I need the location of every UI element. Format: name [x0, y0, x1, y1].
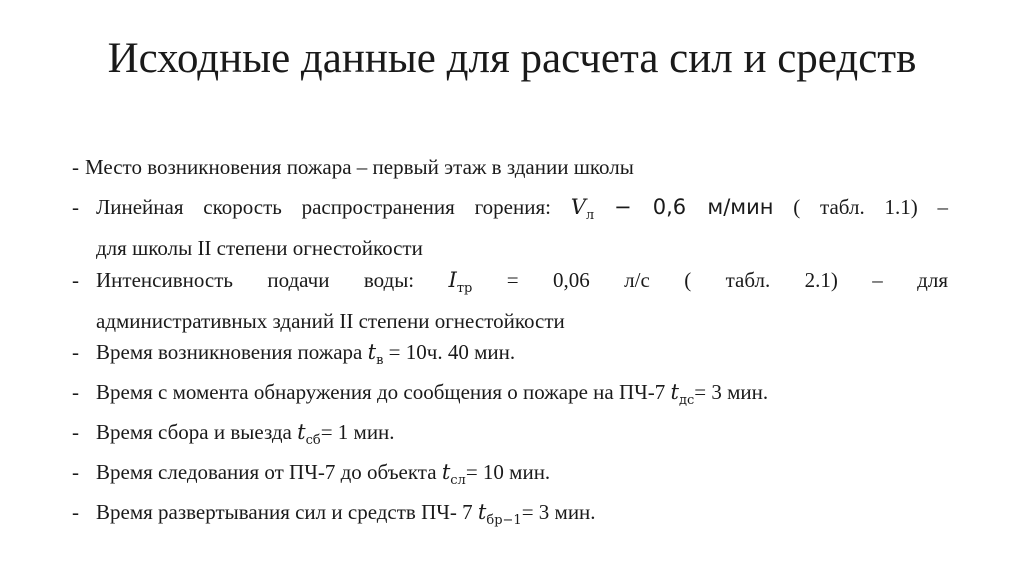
- variable-symbol: t: [297, 420, 306, 444]
- list-item-spread-speed: [72, 191, 949, 261]
- formula-value: = 1 мин.: [320, 420, 395, 444]
- formula-variable: [570, 195, 595, 224]
- variable-symbol: t: [441, 460, 451, 484]
- variable-symbol: t: [670, 380, 679, 404]
- list-dash: -: [72, 380, 79, 404]
- formula-value: = 10 мин.: [465, 460, 551, 484]
- variable-subscript: сб: [305, 433, 321, 449]
- list-item-travel-time: [72, 455, 948, 489]
- variable-subscript: сл: [450, 473, 466, 489]
- formula-variable: [477, 500, 522, 529]
- list-dash: -: [72, 340, 79, 364]
- formula-value: = 3 мин.: [521, 500, 596, 524]
- list-item-deployment-time: [72, 495, 948, 529]
- variable-symbol: V: [570, 195, 586, 219]
- list-dash: -: [72, 155, 79, 179]
- item-text: Линейная скорость распространения горения:: [96, 195, 551, 219]
- formula-value: = 3 мин.: [694, 380, 769, 404]
- variable-subscript: бр−1: [486, 513, 522, 529]
- list-dash: -: [72, 268, 79, 292]
- item-text: Место возникновения пожара – первый этаж в здании школы: [85, 155, 634, 179]
- list-dash: -: [72, 195, 79, 219]
- variable-subscript: в: [376, 353, 384, 369]
- list-item-gathering-time: [72, 415, 948, 449]
- item-line-2: для школы II степени огнестойкости: [96, 236, 423, 261]
- formula-variable: [367, 340, 384, 369]
- formula-variable: [441, 460, 466, 489]
- formula-variable: [670, 380, 695, 409]
- formula-value: − 0,6 м/мин: [613, 195, 774, 219]
- item-text: Время возникновения пожара: [96, 340, 363, 364]
- formula-variable: [297, 420, 321, 449]
- item-reference: ( табл. 1.1) –: [793, 195, 949, 219]
- item-text: Время сбора и выезда: [96, 420, 292, 444]
- list-dash: -: [72, 420, 79, 444]
- list-dash: -: [72, 460, 79, 484]
- source-data-list: [72, 152, 948, 529]
- item-text: Интенсивность подачи воды:: [96, 268, 415, 292]
- variable-subscript: тр: [456, 281, 473, 297]
- item-text: Время следования от ПЧ-7 до объекта: [96, 460, 437, 484]
- formula-value: = 0,06 л/с: [506, 268, 650, 292]
- item-text: Время с момента обнаружения до сообщения о пожаре на ПЧ-7: [96, 380, 666, 404]
- list-dash: -: [72, 500, 79, 524]
- slide-title: Исходные данные для расчета сил и средств: [107, 35, 917, 82]
- variable-symbol: t: [367, 340, 377, 364]
- variable-symbol: I: [448, 268, 457, 292]
- item-reference: ( табл. 2.1) – для: [684, 268, 948, 292]
- variable-subscript: л: [585, 208, 595, 224]
- list-item-water-intensity: [72, 264, 948, 334]
- item-text: Время развертывания сил и средств ПЧ- 7: [96, 500, 473, 524]
- list-item-fire-location: [72, 152, 948, 182]
- formula-variable: [448, 268, 473, 297]
- formula-value: = 10ч. 40 мин.: [388, 340, 516, 364]
- variable-subscript: дс: [678, 393, 695, 409]
- item-line-1: [96, 191, 948, 232]
- list-item-fire-time: [72, 335, 948, 369]
- variable-symbol: t: [477, 500, 487, 524]
- item-line-2: административных зданий II степени огнестойкости: [96, 309, 565, 334]
- list-item-report-time: [72, 375, 948, 409]
- item-line-1: [96, 264, 948, 305]
